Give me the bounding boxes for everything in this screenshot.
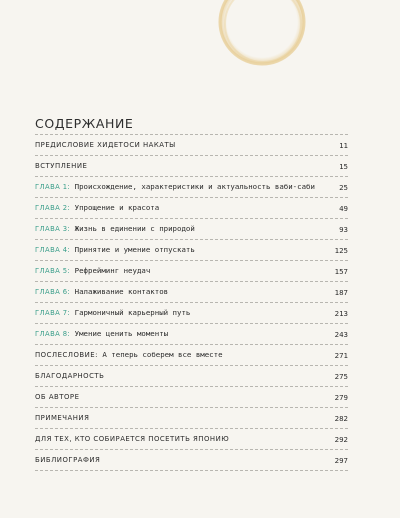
page-number: 297 <box>334 456 348 465</box>
page-number: 49 <box>339 204 348 213</box>
toc-entry-label <box>35 329 326 339</box>
chapter-title: Происхождение, характеристики и актуальность ваби-саби <box>74 182 315 191</box>
toc-entry-label <box>35 308 326 318</box>
toc-entry <box>35 176 348 197</box>
section-title: ВСТУПЛЕНИЕ <box>35 162 88 170</box>
toc-entry-label <box>35 140 326 150</box>
toc-entry-label <box>35 161 326 171</box>
toc-entry <box>35 365 348 386</box>
toc-entry-label <box>35 371 326 381</box>
toc-entry-label <box>35 392 326 402</box>
page-number: 271 <box>334 351 348 360</box>
toc-entry-label <box>35 224 326 234</box>
page-number: 282 <box>334 414 348 423</box>
section-prefix: ПОСЛЕСЛОВИЕ: <box>35 351 98 359</box>
page-number: 243 <box>334 330 348 339</box>
chapter-title: Жизнь в единении с природой <box>74 224 195 233</box>
section-title: ОБ АВТОРЕ <box>35 393 80 401</box>
page-number: 11 <box>339 141 348 150</box>
section-title: ПРИМЕЧАНИЯ <box>35 414 90 422</box>
page-number: 157 <box>334 267 348 276</box>
section-title: ПРЕДИСЛОВИЕ ХИДЕТОСИ НАКАТЫ <box>35 141 176 149</box>
toc-entry-label <box>35 245 326 255</box>
toc-entry <box>35 407 348 428</box>
chapter-title: Налаживание контактов <box>74 287 169 296</box>
page-number: 125 <box>334 246 348 255</box>
section-title: А теперь соберем все вместе <box>102 350 223 359</box>
chapter-title: Рефрейминг неудач <box>74 266 151 275</box>
page-number: 279 <box>334 393 348 402</box>
page-number: 25 <box>339 183 348 192</box>
toc-entry <box>35 323 348 344</box>
chapter-number: ГЛАВА 8: <box>35 330 71 338</box>
chapter-title: Принятие и умение отпускать <box>74 245 195 254</box>
chapter-number: ГЛАВА 2: <box>35 204 71 212</box>
toc-entry <box>35 428 348 449</box>
toc-entry <box>35 155 348 176</box>
chapter-number: ГЛАВА 1: <box>35 183 71 191</box>
toc-entry <box>35 281 348 302</box>
toc-entry <box>35 197 348 218</box>
table-of-contents <box>35 134 348 471</box>
toc-entry <box>35 386 348 407</box>
toc-entry-label <box>35 350 326 360</box>
toc-entry <box>35 449 348 471</box>
chapter-title: Упрощение и красота <box>74 203 160 212</box>
chapter-number: ГЛАВА 4: <box>35 246 71 254</box>
page-number: 292 <box>334 435 348 444</box>
toc-entry <box>35 239 348 260</box>
section-title: БЛАГОДАРНОСТЬ <box>35 372 105 380</box>
section-title: БИБЛИОГРАФИЯ <box>35 456 101 464</box>
toc-entry-label <box>35 413 326 423</box>
chapter-number: ГЛАВА 6: <box>35 288 71 296</box>
toc-entry <box>35 134 348 155</box>
toc-entry-label <box>35 287 326 297</box>
toc-entry <box>35 260 348 281</box>
toc-entry-label <box>35 434 326 444</box>
toc-entry-label <box>35 266 326 276</box>
page-number: 93 <box>339 225 348 234</box>
page-number: 275 <box>334 372 348 381</box>
chapter-title: Умение ценить моменты <box>74 329 169 338</box>
toc-entry-label <box>35 182 326 192</box>
toc-entry-label <box>35 455 326 465</box>
chapter-title: Гармоничный карьерный путь <box>74 308 191 317</box>
chapter-number: ГЛАВА 5: <box>35 267 71 275</box>
chapter-number: ГЛАВА 3: <box>35 225 71 233</box>
toc-entry-label <box>35 203 326 213</box>
page-number: 187 <box>334 288 348 297</box>
section-title: ДЛЯ ТЕХ, КТО СОБИРАЕТСЯ ПОСЕТИТЬ ЯПОНИЮ <box>35 435 230 443</box>
page-number: 15 <box>339 162 348 171</box>
toc-entry <box>35 344 348 365</box>
toc-heading: СОДЕРЖАНИЕ <box>35 116 134 131</box>
chapter-number: ГЛАВА 7: <box>35 309 71 317</box>
toc-entry <box>35 218 348 239</box>
page-number: 213 <box>334 309 348 318</box>
toc-entry <box>35 302 348 323</box>
